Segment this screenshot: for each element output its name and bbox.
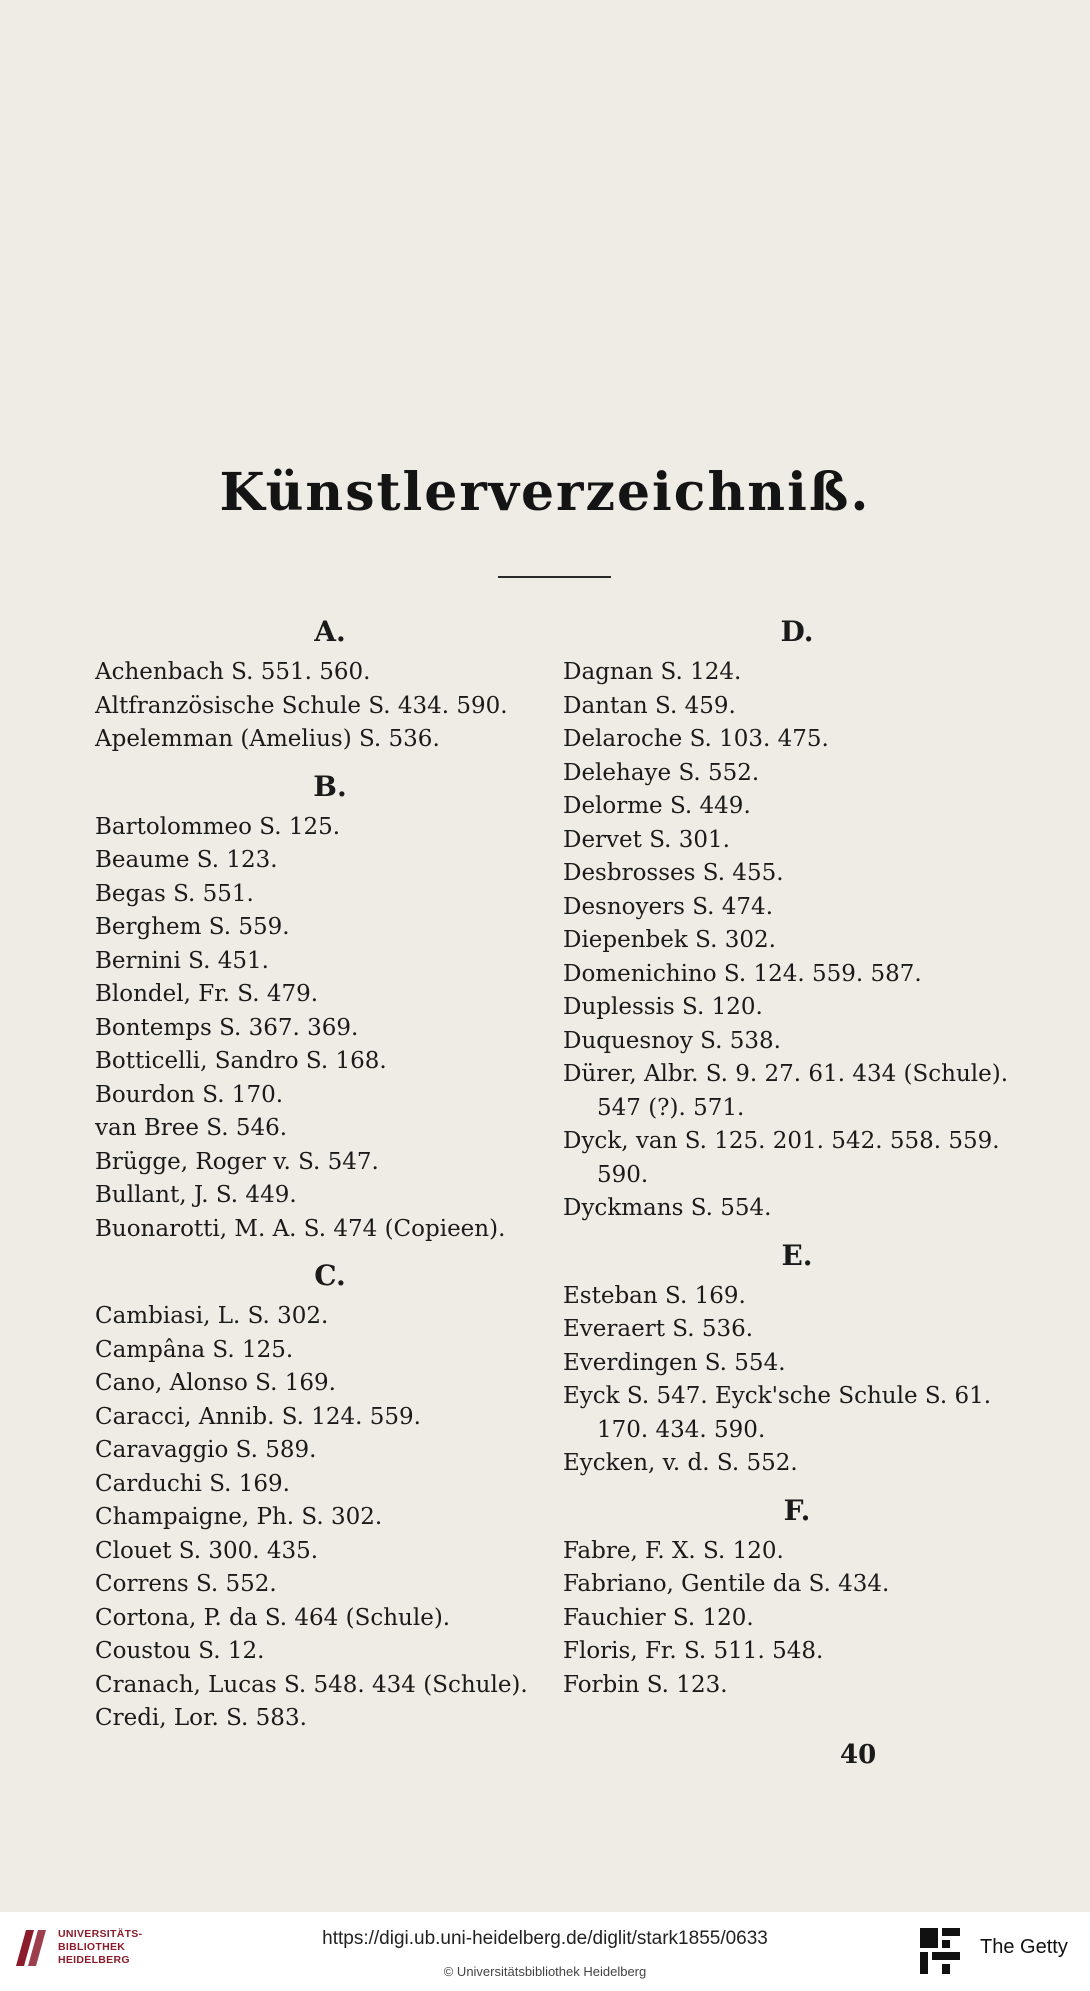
index-entry: Berghem S. 559. — [95, 914, 290, 940]
index-entry: Correns S. 552. — [95, 1571, 277, 1597]
index-entry: Campâna S. 125. — [95, 1336, 294, 1363]
index-entry: van Bree S. 546. — [95, 1115, 288, 1141]
index-entry: Caracci, Annib. S. 124. 559. — [95, 1403, 421, 1430]
index-entry: Delorme S. 449. — [563, 793, 751, 819]
index-entry: Floris, Fr. S. 511. 548. — [563, 1638, 824, 1664]
getty-logo-icon — [918, 1926, 962, 1976]
library-name-line3: HEIDELBERG — [58, 1954, 130, 1966]
index-entry: Champaigne, Ph. S. 302. — [95, 1504, 383, 1530]
page-title: Künstlerverzeichniß. — [219, 462, 871, 523]
index-entry: Brügge, Roger v. S. 547. — [95, 1148, 379, 1175]
index-entry: Coustou S. 12. — [95, 1638, 265, 1664]
index-entry: Dyckmans S. 554. — [563, 1195, 772, 1221]
section-letter: D. — [780, 615, 814, 648]
index-entry: Everaert S. 536. — [563, 1316, 754, 1342]
index-entry: Cambiasi, L. S. 302. — [95, 1303, 329, 1329]
index-entry: Dyck, van S. 125. 201. 542. 558. 559. 590. — [563, 1128, 1000, 1188]
section-letter: B. — [313, 769, 347, 803]
index-entry: Cortona, P. da S. 464 (Schule). — [95, 1604, 451, 1631]
index-entry: Bernini S. 451. — [95, 947, 269, 974]
index-entry: Buonarotti, M. A. S. 474 (Copieen). — [95, 1215, 506, 1242]
index-entry: Delaroche S. 103. 475. — [563, 726, 829, 752]
index-entry: Esteban S. 169. — [563, 1282, 746, 1309]
index-entry: Dervet S. 301. — [563, 826, 730, 853]
index-entry: Cranach, Lucas S. 548. 434 (Schule). — [95, 1671, 528, 1698]
index-entry: Fauchier S. 120. — [563, 1604, 754, 1631]
right-column — [563, 612, 1031, 1702]
index-entry: Desbrosses S. 455. — [563, 860, 784, 886]
footer-bar — [0, 1912, 1090, 1991]
index-entry: Altfranzösische Schule S. 434. 590. — [95, 692, 508, 719]
index-entry: Caravaggio S. 589. — [95, 1437, 317, 1463]
index-entry: Everdingen S. 554. — [563, 1349, 786, 1376]
index-entry: Blondel, Fr. S. 479. — [95, 981, 319, 1007]
index-entry: Apelemman (Amelius) S. 536. — [95, 726, 440, 752]
index-entry: Eyck S. 547. Eyck'sche Schule S. 61. 170. 434. 590. — [563, 1383, 992, 1443]
library-name-line1: UNIVERSITÄTS- — [58, 1928, 143, 1940]
index-entry: Fabriano, Gentile da S. 434. — [563, 1571, 890, 1597]
left-column — [95, 612, 565, 1736]
index-entry: Dürer, Albr. S. 9. 27. 61. 434 (Schule). 547 (?). 571. — [563, 1061, 1009, 1121]
index-entry: Bartolommeo S. 125. — [95, 813, 341, 840]
getty-label: The Getty — [980, 1936, 1068, 1958]
index-entry: Forbin S. 123. — [563, 1671, 728, 1698]
index-entry: Begas S. 551. — [95, 880, 254, 907]
index-entry: Botticelli, Sandro S. 168. — [95, 1048, 387, 1074]
section-letter: C. — [314, 1259, 346, 1292]
index-entry: Beaume S. 123. — [95, 847, 278, 873]
index-entry: Domenichino S. 124. 559. 587. — [563, 960, 922, 987]
index-entry: Bullant, J. S. 449. — [95, 1182, 297, 1208]
page-number: 40 — [840, 1740, 877, 1770]
document-url-link[interactable]: https://digi.ub.uni-heidelberg.de/diglit/stark1855/0633 — [322, 1928, 768, 1949]
index-entry: Cano, Alonso S. 169. — [95, 1370, 336, 1396]
index-entry: Diepenbek S. 302. — [563, 927, 776, 953]
copyright-text: © Universitätsbibliothek Heidelberg — [443, 1964, 647, 1979]
library-name-line2: BIBLIOTHEK — [58, 1941, 126, 1953]
index-entry: Bourdon S. 170. — [95, 1081, 284, 1108]
index-entry: Clouet S. 300. 435. — [95, 1537, 319, 1564]
index-entry: Delehaye S. 552. — [563, 759, 760, 786]
index-entry: Bontemps S. 367. 369. — [95, 1014, 359, 1041]
index-entry: Duquesnoy S. 538. — [563, 1027, 781, 1054]
index-entry: Duplessis S. 120. — [563, 994, 763, 1020]
index-entry: Desnoyers S. 474. — [563, 893, 773, 920]
index-entry: Dantan S. 459. — [563, 692, 736, 719]
section-letter: E. — [781, 1238, 813, 1272]
index-entry: Eycken, v. d. S. 552. — [563, 1450, 798, 1476]
index-entry: Credi, Lor. S. 583. — [95, 1705, 307, 1731]
section-letter: F. — [783, 1493, 811, 1527]
index-entry: Fabre, F. X. S. 120. — [563, 1537, 784, 1564]
section-letter: A. — [314, 615, 346, 648]
index-entry: Achenbach S. 551. 560. — [95, 659, 371, 685]
index-entry: Dagnan S. 124. — [563, 659, 742, 685]
title-rule — [498, 576, 611, 578]
index-entry: Carduchi S. 169. — [95, 1470, 290, 1497]
